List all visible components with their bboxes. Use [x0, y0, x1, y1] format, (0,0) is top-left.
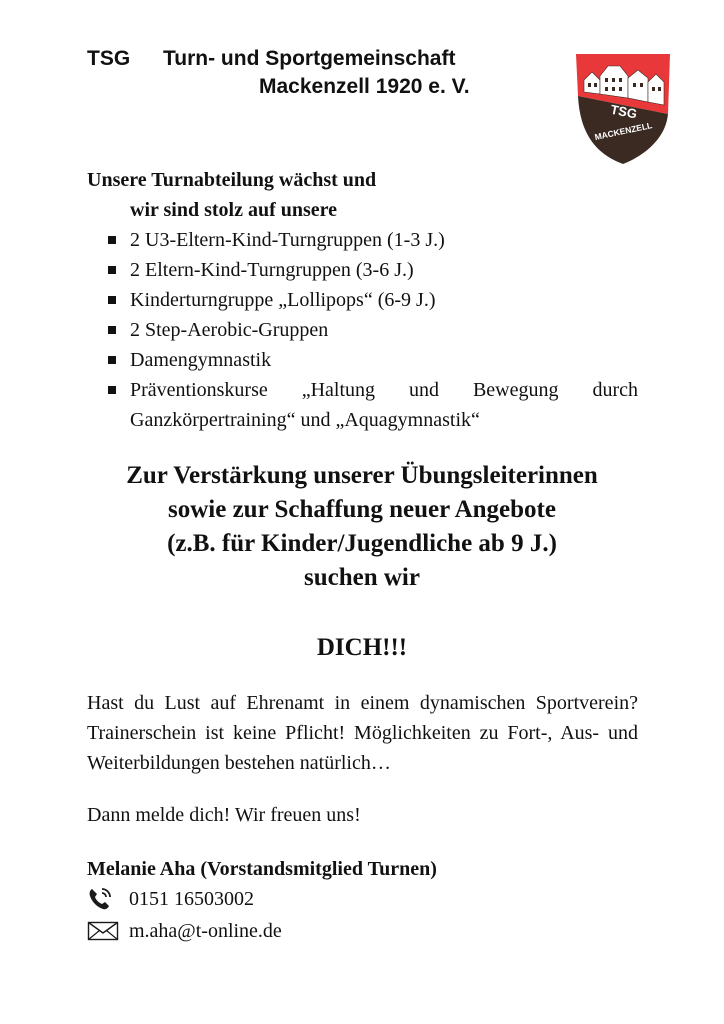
- logo-text-top: TSG: [609, 101, 639, 122]
- closing-text: Dann melde dich! Wir freuen uns!: [87, 804, 361, 826]
- offer-item: 2 Step-Aerobic-Gruppen: [108, 315, 638, 345]
- headline-line-4: suchen wir: [304, 564, 420, 591]
- offer-item: Kinderturngruppe „Lollipops“ (6-9 J.): [108, 285, 638, 315]
- club-logo: [572, 50, 674, 166]
- offer-item: Damengymnastik: [108, 345, 638, 375]
- headline-line-2: sowie zur Schaffung neuer Angebote: [168, 496, 556, 523]
- headline-line-1: Zur Verstärkung unserer Übungsleiterinnen: [126, 462, 598, 489]
- contact-phone-row: [87, 884, 254, 914]
- intro-line-2: wir sind stolz auf unsere: [130, 199, 338, 221]
- contact-phone[interactable]: 0151 16503002: [129, 888, 254, 910]
- contact-email-row: [87, 916, 282, 946]
- offers-list: [108, 225, 638, 435]
- club-name-text: Turn- und Sportgemeinschaft: [163, 47, 456, 70]
- logo-text-bottom: MACKENZELL: [593, 120, 654, 143]
- headline-line-3: (z.B. für Kinder/Jugendliche ab 9 J.): [167, 530, 557, 557]
- club-name-line-1: [87, 46, 455, 72]
- contact-email[interactable]: m.aha@t-online.de: [129, 920, 282, 942]
- offer-item: 2 U3-Eltern-Kind-Turngruppen (1-3 J.): [108, 225, 638, 255]
- callout-dich: DICH!!!: [316, 634, 408, 661]
- offer-item: 2 Eltern-Kind-Turngruppen (3-6 J.): [108, 255, 638, 285]
- club-name-line-2: Mackenzell 1920 e. V.: [259, 75, 470, 98]
- body-paragraph: Hast du Lust auf Ehrenamt in einem dynamischen Sportverein? Trainerschein ist keine Pflicht! Möglichkeiten zu Fort-, Aus- und Weiterbildungen bestehen natürlich…: [87, 692, 638, 774]
- phone-icon: [87, 887, 119, 911]
- intro-text: [87, 165, 376, 225]
- contact-name: Melanie Aha (Vorstandsmitglied Turnen): [87, 858, 437, 880]
- headline: [62, 459, 662, 595]
- offer-item: Präventionskurse „Haltung und Bewegung durch Ganzkörpertraining“ und „Aquagymnastik“: [108, 375, 638, 435]
- intro-line-1: Unsere Turnabteilung wächst und: [87, 169, 377, 191]
- club-abbreviation: TSG: [87, 47, 131, 70]
- envelope-icon: [87, 919, 119, 943]
